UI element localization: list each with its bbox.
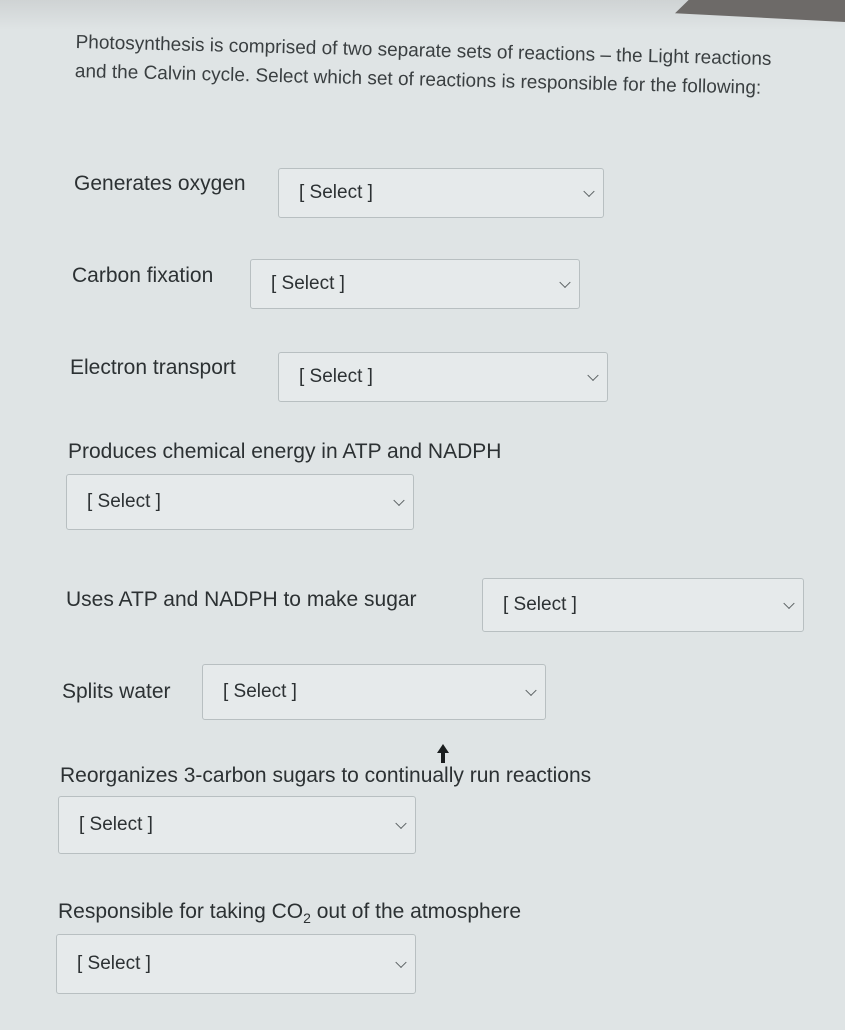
chevron-down-icon: [393, 495, 404, 506]
question-label-co2-atmosphere: [58, 900, 521, 926]
chevron-down-icon: [783, 598, 794, 609]
select-carbon-fixation[interactable]: [250, 259, 580, 309]
select-value: [ Select ]: [79, 814, 153, 835]
question-label-generates-oxygen: Generates oxygen: [74, 172, 246, 195]
select-generates-oxygen[interactable]: [278, 168, 604, 218]
label-subscript: 2: [303, 910, 311, 927]
chevron-down-icon: [395, 818, 406, 829]
select-value: [ Select ]: [223, 681, 297, 702]
chevron-down-icon: [525, 685, 536, 696]
select-co2-atmosphere[interactable]: [56, 934, 416, 994]
select-splits-water[interactable]: [202, 664, 546, 720]
select-value: [ Select ]: [299, 366, 373, 387]
chevron-down-icon: [583, 186, 594, 197]
select-uses-atp-nadph[interactable]: [482, 578, 804, 632]
select-value: [ Select ]: [271, 273, 345, 294]
chevron-down-icon: [395, 957, 406, 968]
question-label-produces-chemical-energy: Produces chemical energy in ATP and NADPH: [68, 440, 502, 463]
label-text-after: out of the atmosphere: [310, 900, 522, 923]
select-produces-chemical-energy[interactable]: [66, 474, 414, 530]
select-reorganizes-sugars[interactable]: [58, 796, 416, 854]
select-value: [ Select ]: [503, 594, 577, 615]
chevron-down-icon: [559, 277, 570, 288]
question-label-carbon-fixation: Carbon fixation: [72, 264, 214, 287]
question-label-splits-water: Splits water: [62, 680, 171, 703]
select-value: [ Select ]: [77, 953, 151, 974]
question-label-reorganizes-sugars: Reorganizes 3-carbon sugars to continually run reactions: [60, 764, 592, 787]
select-electron-transport[interactable]: [278, 352, 608, 402]
chevron-down-icon: [587, 370, 598, 381]
label-text-before: Responsible for taking CO: [58, 900, 304, 923]
select-value: [ Select ]: [299, 182, 373, 203]
question-intro: Photosynthesis is comprised of two separate sets of reactions – the Light reactions and the Calvin cycle. Select which set of reactions is responsible for the following:: [74, 31, 772, 99]
question-label-uses-atp-nadph: Uses ATP and NADPH to make sugar: [66, 588, 417, 611]
question-label-electron-transport: Electron transport: [70, 356, 236, 379]
select-value: [ Select ]: [87, 491, 161, 512]
